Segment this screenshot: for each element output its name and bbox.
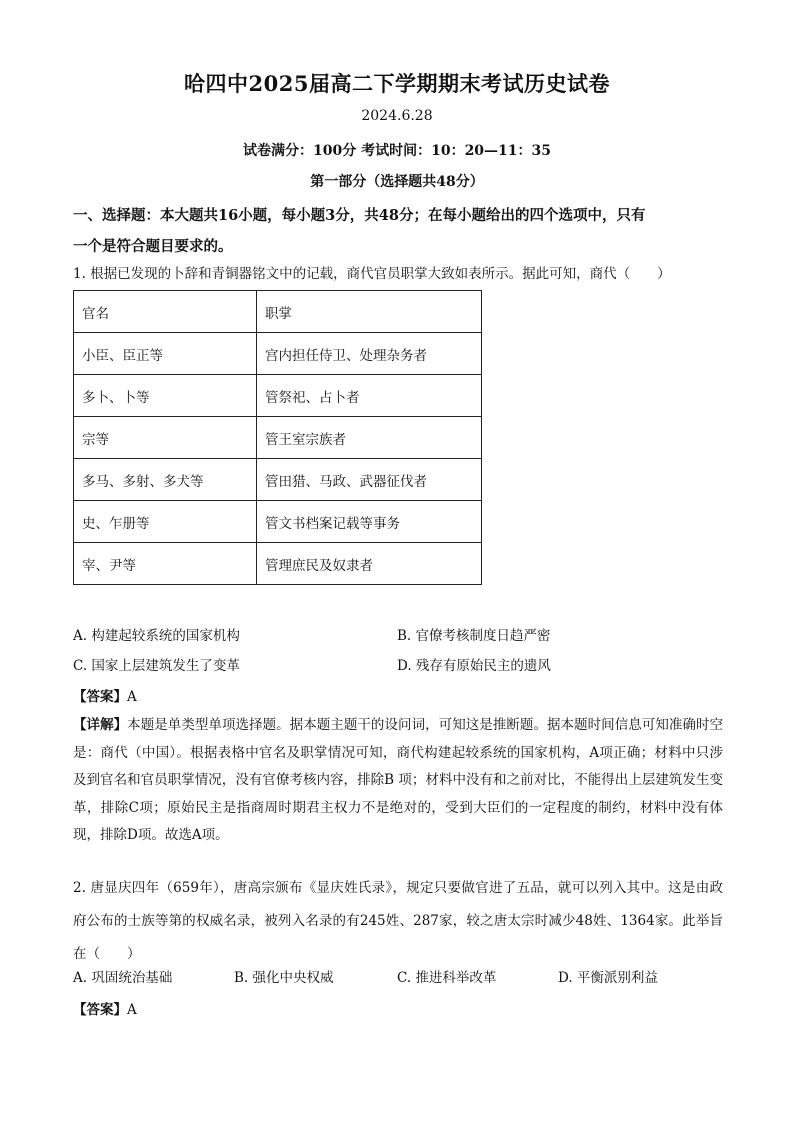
exam-meta: 试卷满分：100分 考试时间：10：20—11：35	[242, 143, 552, 159]
table-row	[74, 417, 482, 459]
question-1-answer	[73, 685, 137, 705]
question-2-option-a: A. 巩固统治基础	[73, 970, 173, 986]
question-1-explanation	[73, 712, 723, 850]
table-cell: 小臣、臣正等	[74, 333, 257, 375]
table-row	[74, 501, 482, 543]
table-cell: 宗等	[74, 417, 257, 459]
table-cell: 宰、尹等	[74, 543, 257, 585]
question-2-option-b: B. 强化中央权威	[234, 970, 334, 986]
table-cell: 史、乍册等	[74, 501, 257, 543]
question-1-option-b: B. 官僚考核制度日趋严密	[397, 628, 551, 644]
table-cell: 管文书档案记载等事务	[257, 501, 482, 543]
explain-text: 本题是单类型单项选择题。据本题主题干的设问词，可知这是推断题。据本题时间信息可知准确时空是：商代（中国）。根据表格中官名及职掌情况可知，商代构建起较系统的国家机构，A项正确；材料中只涉及到官名和官员职掌情况，没有官僚考核内容，排除B 项；材料中没有和之前对比，不能得出上层建筑发生变革，排除C项；原始民主是指商周时期君主权力不是绝对的，受到大臣们的一定程度的制约，材料中没有体现，排除D项。故选A项。	[73, 717, 724, 843]
part-heading: 第一部分（选择题共48分）	[310, 174, 484, 190]
table-cell: 多马、多射、多犬等	[74, 459, 257, 501]
answer-value: A	[127, 1002, 137, 1018]
table-row	[74, 375, 482, 417]
table-cell: 管理庶民及奴隶者	[257, 543, 482, 585]
table-cell: 管田猎、马政、武器征伐者	[257, 459, 482, 501]
table-row	[74, 459, 482, 501]
table-row	[74, 333, 482, 375]
table-header-cell: 职掌	[257, 291, 482, 333]
table-cell: 管王室宗族者	[257, 417, 482, 459]
question-1-option-d: D. 残存有原始民主的遗风	[397, 658, 551, 674]
answer-value: A	[127, 689, 137, 705]
section-instructions	[73, 200, 723, 262]
question-1-table	[73, 290, 482, 585]
explain-tag: 【详解】	[73, 717, 128, 733]
table-cell: 管祭祀、占卜者	[257, 375, 482, 417]
question-1-option-c: C. 国家上层建筑发生了变革	[73, 658, 240, 674]
question-2-option-d: D. 平衡派别利益	[558, 970, 658, 986]
question-2-stem: 2. 唐显庆四年（659年），唐高宗颁布《显庆姓氏录》，规定只要做官进了五品，就可以列入其中。这是由政府公布的士族等第的权威名录，被列入名录的有245姓、287家，较之唐太宗时减少48姓、1364家。此举旨在（ ）	[73, 880, 723, 962]
exam-date: 2024.6.28	[361, 108, 433, 124]
table-header-cell: 官名	[74, 291, 257, 333]
table-cell: 宫内担任侍卫、处理杂务者	[257, 333, 482, 375]
answer-tag: 【答案】	[73, 1002, 127, 1018]
table-header-row	[74, 291, 482, 333]
question-2-option-c: C. 推进科举改革	[397, 970, 497, 986]
table-row	[74, 543, 482, 585]
section-line-1: 一、选择题：本大题共16小题，每小题3分，共48分；在每小题给出的四个选项中，只有	[73, 207, 646, 224]
question-2-answer	[73, 998, 137, 1018]
answer-tag: 【答案】	[73, 689, 127, 705]
question-1-option-a: A. 构建起较系统的国家机构	[73, 628, 240, 644]
table-cell: 多卜、卜等	[74, 375, 257, 417]
question-1-stem: 1. 根据已发现的卜辞和青铜器铭文中的记载，商代官员职掌大致如表所示。据此可知，商代（ ）	[73, 266, 671, 282]
section-line-2: 一个是符合题目要求的。	[73, 238, 233, 255]
exam-title: 哈四中2025届高二下学期期末考试历史试卷	[184, 71, 610, 96]
